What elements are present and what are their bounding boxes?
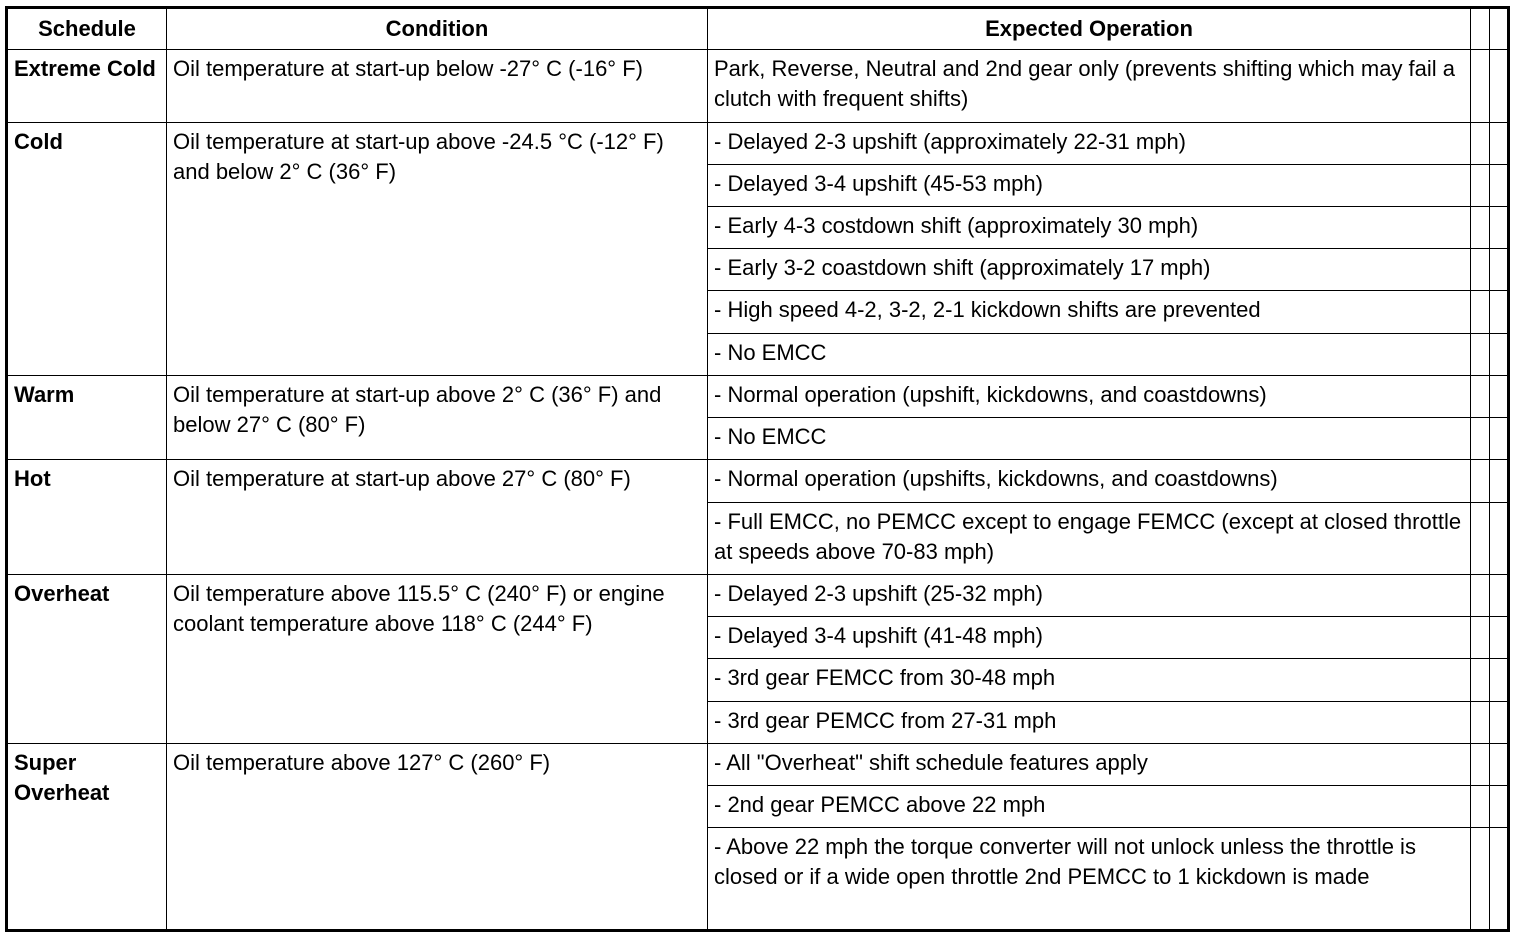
blank-column-cell <box>1471 249 1490 291</box>
schedule-cell: Hot <box>7 460 167 575</box>
operation-cell: - No EMCC <box>708 333 1471 375</box>
operation-cell: - High speed 4-2, 3-2, 2-1 kickdown shifts are prevented <box>708 291 1471 333</box>
blank-column-cell <box>1490 786 1509 828</box>
table-row <box>7 50 1509 122</box>
operation-cell: - Early 4-3 costdown shift (approximately 30 mph) <box>708 207 1471 249</box>
blank-column-cell <box>1471 460 1490 502</box>
blank-column-cell <box>1471 743 1490 785</box>
header-expected-operation: Expected Operation <box>708 8 1471 50</box>
operation-cell: - Delayed 2-3 upshift (approximately 22-31 mph) <box>708 122 1471 164</box>
shift-schedule-table <box>5 6 1510 932</box>
operation-cell: - Delayed 2-3 upshift (25-32 mph) <box>708 574 1471 616</box>
table-row <box>7 460 1509 502</box>
blank-column-cell <box>1490 574 1509 616</box>
blank-column-cell <box>1490 743 1509 785</box>
table-row <box>7 743 1509 785</box>
operation-cell: - 3rd gear FEMCC from 30-48 mph <box>708 659 1471 701</box>
blank-column-cell <box>1490 333 1509 375</box>
blank-column-cell <box>1471 122 1490 164</box>
table-row <box>7 574 1509 616</box>
condition-cell: Oil temperature at start-up below -27° C (-16° F) <box>167 50 708 122</box>
blank-column-cell <box>1490 249 1509 291</box>
operation-cell: - Normal operation (upshift, kickdowns, and coastdowns) <box>708 375 1471 417</box>
blank-column-cell <box>1471 164 1490 206</box>
blank-column-cell <box>1490 207 1509 249</box>
blank-column-cell <box>1471 418 1490 460</box>
condition-cell: Oil temperature above 127° C (260° F) <box>167 743 708 930</box>
blank-column-cell <box>1471 701 1490 743</box>
blank-column-cell <box>1490 418 1509 460</box>
condition-cell: Oil temperature above 115.5° C (240° F) or engine coolant temperature above 118° C (244° F) <box>167 574 708 743</box>
blank-column-cell <box>1490 164 1509 206</box>
condition-cell: Oil temperature at start-up above 2° C (36° F) and below 27° C (80° F) <box>167 375 708 459</box>
blank-column-cell <box>1490 502 1509 574</box>
operation-cell: - All "Overheat" shift schedule features apply <box>708 743 1471 785</box>
schedule-cell: Cold <box>7 122 167 375</box>
schedule-cell: Overheat <box>7 574 167 743</box>
blank-column-cell <box>1490 701 1509 743</box>
blank-column-cell <box>1490 617 1509 659</box>
blank-column-cell <box>1490 50 1509 122</box>
operation-cell: - 2nd gear PEMCC above 22 mph <box>708 786 1471 828</box>
blank-column-cell <box>1471 375 1490 417</box>
blank-column-cell <box>1471 786 1490 828</box>
table-row <box>7 375 1509 417</box>
blank-column-cell <box>1471 207 1490 249</box>
operation-cell: - Delayed 3-4 upshift (41-48 mph) <box>708 617 1471 659</box>
schedule-cell: Warm <box>7 375 167 459</box>
blank-column-cell <box>1471 617 1490 659</box>
header-condition: Condition <box>167 8 708 50</box>
blank-column-cell <box>1490 291 1509 333</box>
blank-column-cell <box>1490 8 1509 50</box>
operation-cell: - Above 22 mph the torque converter will not unlock unless the throttle is closed or if a wide open throttle 2nd PEMCC to 1 kickdown is made <box>708 828 1471 931</box>
blank-column-cell <box>1471 574 1490 616</box>
operation-cell: Park, Reverse, Neutral and 2nd gear only (prevents shifting which may fail a clutch with frequent shifts) <box>708 50 1471 122</box>
header-row <box>7 8 1509 50</box>
operation-cell: - Full EMCC, no PEMCC except to engage FEMCC (except at closed throttle at speeds above 70-83 mph) <box>708 502 1471 574</box>
header-schedule: Schedule <box>7 8 167 50</box>
operation-cell: - Normal operation (upshifts, kickdowns, and coastdowns) <box>708 460 1471 502</box>
blank-column-cell <box>1490 828 1509 931</box>
blank-column-cell <box>1490 460 1509 502</box>
operation-cell: - Early 3-2 coastdown shift (approximately 17 mph) <box>708 249 1471 291</box>
condition-cell: Oil temperature at start-up above 27° C (80° F) <box>167 460 708 575</box>
blank-column-cell <box>1490 659 1509 701</box>
operation-cell: - No EMCC <box>708 418 1471 460</box>
blank-column-cell <box>1471 8 1490 50</box>
table-row <box>7 122 1509 164</box>
blank-column-cell <box>1471 333 1490 375</box>
operation-cell: - 3rd gear PEMCC from 27-31 mph <box>708 701 1471 743</box>
blank-column-cell <box>1471 50 1490 122</box>
blank-column-cell <box>1471 291 1490 333</box>
blank-column-cell <box>1490 122 1509 164</box>
schedule-cell: Super Overheat <box>7 743 167 930</box>
blank-column-cell <box>1490 375 1509 417</box>
operation-cell: - Delayed 3-4 upshift (45-53 mph) <box>708 164 1471 206</box>
blank-column-cell <box>1471 502 1490 574</box>
schedule-cell: Extreme Cold <box>7 50 167 122</box>
blank-column-cell <box>1471 659 1490 701</box>
condition-cell: Oil temperature at start-up above -24.5 °C (-12° F) and below 2° C (36° F) <box>167 122 708 375</box>
blank-column-cell <box>1471 828 1490 931</box>
